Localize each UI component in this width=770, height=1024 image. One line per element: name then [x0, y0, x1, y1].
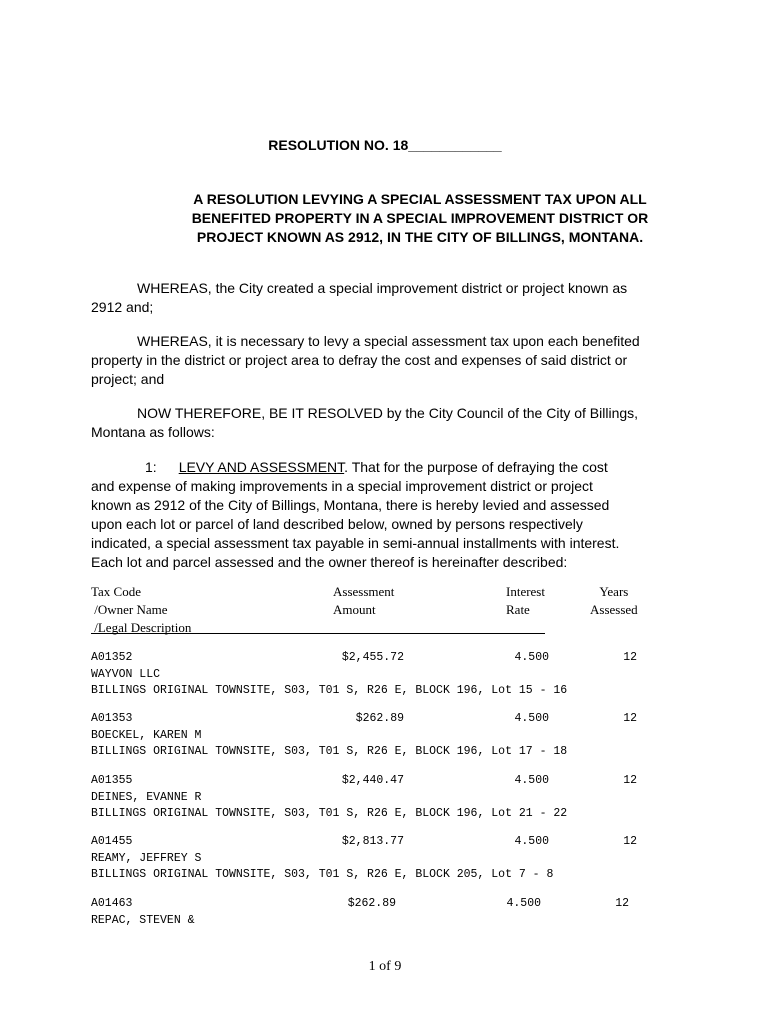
header-assessment: Assessment Amount — [333, 584, 395, 617]
para-line: Each lot and parcel assessed and the owner thereof is hereinafter described: — [91, 554, 568, 570]
para-line: Montana as follows: — [91, 424, 215, 440]
header-tax-code: Tax Code /Owner Name /Legal Description — [91, 584, 192, 635]
whereas-paragraph-2 — [91, 332, 679, 389]
whereas-paragraph-1 — [91, 279, 679, 317]
table-row: A01455 $2,813.77 4.500 12 REAMY, JEFFREY S BILLINGS ORIGINAL TOWNSITE, S03, T01 S, R26 E, BLOCK 205, Lot 7 - 8 — [91, 835, 637, 881]
section-number: 1: — [145, 459, 157, 475]
para-line: and expense of making improvements in a special improvement district or project — [91, 478, 593, 494]
resolution-title — [170, 190, 670, 247]
para-line: WHEREAS, it is necessary to levy a special assessment tax upon each benefited — [137, 333, 640, 349]
table-row: A01355 $2,440.47 4.500 12 DEINES, EVANNE R BILLINGS ORIGINAL TOWNSITE, S03, T01 S, R26 E, BLOCK 196, Lot 21 - 22 — [91, 774, 637, 820]
para-line: property in the district or project area to defray the cost and expenses of said district or — [91, 352, 628, 368]
header-years: Years Assessed — [590, 584, 638, 617]
table-row: A01463 $262.89 4.500 12 REPAC, STEVEN & — [91, 897, 629, 927]
para-line: known as 2912 of the City of Billings, Montana, there is hereby levied and assessed — [91, 497, 610, 513]
now-therefore-paragraph — [91, 404, 679, 442]
header-interest: Interest Rate — [506, 584, 545, 617]
header-rule — [91, 633, 545, 634]
levy-paragraph — [91, 458, 679, 572]
table-row: A01352 $2,455.72 4.500 12 WAYVON LLC BILLINGS ORIGINAL TOWNSITE, S03, T01 S, R26 E, BLOCK 196, Lot 15 - 16 — [91, 651, 637, 697]
para-line: project; and — [91, 371, 165, 387]
title-line: A RESOLUTION LEVYING A SPECIAL ASSESSMENT TAX UPON ALL — [193, 191, 647, 207]
para-line: WHEREAS, the City created a special improvement district or project known as — [137, 280, 628, 296]
title-line: BENEFITED PROPERTY IN A SPECIAL IMPROVEMENT DISTRICT OR — [191, 210, 649, 226]
para-line: . That for the purpose of defraying the cost — [344, 459, 608, 475]
page-number: 1 of 9 — [368, 959, 402, 974]
title-line: PROJECT KNOWN AS 2912, IN THE CITY OF BILLINGS, MONTANA. — [196, 229, 644, 245]
table-row: A01353 $262.89 4.500 12 BOECKEL, KAREN M BILLINGS ORIGINAL TOWNSITE, S03, T01 S, R26 E, BLOCK 196, Lot 17 - 18 — [91, 712, 637, 758]
section-heading: LEVY AND ASSESSMENT — [178, 459, 345, 475]
resolution-number: RESOLUTION NO. 18____________ — [268, 137, 502, 153]
para-line: NOW THEREFORE, BE IT RESOLVED by the City Council of the City of Billings, — [137, 405, 639, 421]
para-line: indicated, a special assessment tax payable in semi-annual installments with interest. — [91, 535, 620, 551]
para-line: 2912 and; — [91, 299, 154, 315]
para-line: upon each lot or parcel of land described below, owned by persons respectively — [91, 516, 583, 532]
